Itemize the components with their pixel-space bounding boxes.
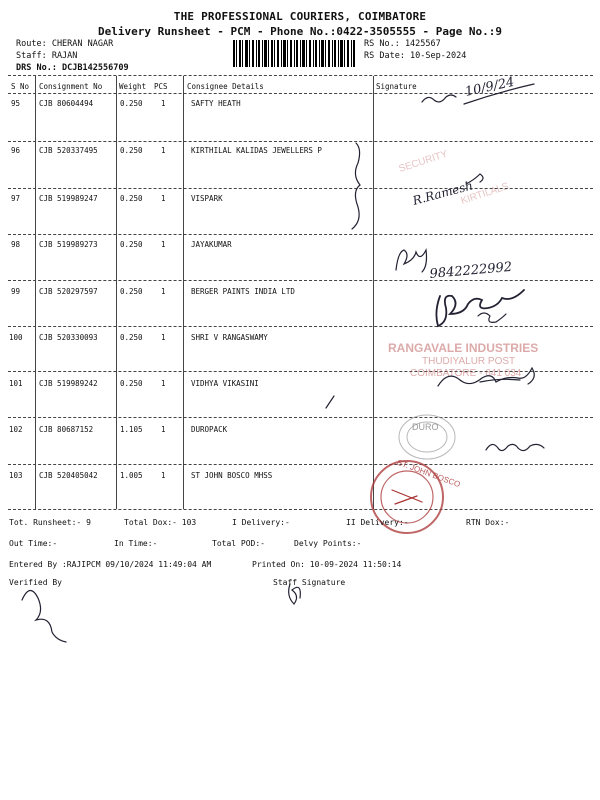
row-consignment-no: CJB 519989242 [39, 379, 98, 388]
signature-scribble [436, 290, 524, 326]
signature-scribble [478, 313, 506, 322]
in-time: In Time:- [114, 539, 158, 548]
row-consignee: KIRTHILAL KALIDAS JEWELLERS P [191, 146, 322, 155]
staff-signature-scribble [289, 584, 301, 604]
seal-scribble [392, 490, 422, 504]
out-time: Out Time:- [9, 539, 58, 548]
row-sno: 100 [9, 333, 23, 342]
row-consignment-no: CJB 520330093 [39, 333, 98, 342]
printed-on: Printed On: 10-09-2024 11:50:14 [252, 560, 402, 569]
total-pod: Total POD:- [212, 539, 265, 548]
row-consignee: VIDHYA VIKASINI [191, 379, 259, 388]
col-consignment-header: Consignment No [39, 82, 103, 91]
row-consignee: DUROPACK [191, 425, 228, 434]
row-consignment-no: CJB 520337495 [39, 146, 98, 155]
entered-by: Entered By :RAJIPCM 09/10/2024 11:49:04 AM [9, 560, 212, 569]
row-consignee: BERGER PAINTS INDIA LTD [191, 287, 295, 296]
rangavale-stamp-name: RANGAVALE INDUSTRIES [388, 341, 539, 355]
row-consignee: VISPARK [191, 194, 223, 203]
rs-number: RS No.: 1425567 [364, 39, 441, 49]
row-sno: 97 [11, 194, 21, 203]
handwritten-phone: 9842222992 [429, 259, 513, 282]
staff-signature-label: Staff Signature [273, 578, 346, 587]
row-pcs: 1 [161, 146, 166, 155]
row-sno: 99 [11, 287, 21, 296]
row-pcs: 1 [161, 194, 166, 203]
rangavale-stamp-post: THUDIYALUR POST [422, 356, 516, 367]
row-weight: 0.250 [120, 379, 143, 388]
staff-label: Staff: RAJAN [16, 51, 78, 61]
row-sno: 95 [11, 99, 21, 108]
duro-stamp-text: DURO [412, 422, 439, 432]
row-sno: 103 [9, 471, 23, 480]
signature-scribble [422, 95, 456, 102]
row-consignee: JAYAKUMAR [191, 240, 232, 249]
delvy-points: Delvy Points:- [294, 539, 362, 548]
row-weight: 1.005 [120, 471, 143, 480]
jewellers-stamp-text: KIRTILALS [459, 180, 511, 207]
row-pcs: 1 [161, 333, 166, 342]
security-stamp-text: SECURITY [397, 148, 450, 175]
handwritten-date: 10/9/24 [463, 74, 516, 100]
row-sno: 98 [11, 240, 21, 249]
rangavale-stamp-city: COIMBATORE - 641 034 [410, 368, 522, 379]
row-consignment-no: CJB 519989247 [39, 194, 98, 203]
row-pcs: 1 [161, 287, 166, 296]
verified-by-label: Verified By [9, 578, 62, 587]
row-sno: 102 [9, 425, 23, 434]
runsheet-subtitle: Delivery Runsheet - PCM - Phone No.:0422-3505555 - Page No.:9 [98, 25, 502, 38]
row-pcs: 1 [161, 471, 166, 480]
row-weight: 0.250 [120, 240, 143, 249]
col-sno-header: S No [11, 82, 30, 91]
row-weight: 0.250 [120, 333, 143, 342]
company-title: THE PROFESSIONAL COURIERS, COIMBATORE [173, 10, 427, 23]
row-consignee: SAFTY HEATH [191, 99, 241, 108]
row-pcs: 1 [161, 379, 166, 388]
route-label: Route: CHERAN NAGAR [16, 39, 114, 49]
row-consignment-no: CJB 80687152 [39, 425, 94, 434]
verified-signature-scribble [22, 590, 66, 642]
school-seal-inner [381, 471, 433, 523]
row-pcs: 1 [161, 99, 166, 108]
row-consignment-no: CJB 520405042 [39, 471, 98, 480]
i-delivery: I Delivery:- [232, 518, 290, 527]
row-consignee: SHRI V RANGASWAMY [191, 333, 268, 342]
row-consignee: ST JOHN BOSCO MHSS [191, 471, 273, 480]
pen-stroke [326, 396, 334, 408]
col-weight-header: Weight [119, 82, 147, 91]
row-consignment-no: CJB 80604494 [39, 99, 94, 108]
row-weight: 1.105 [120, 425, 143, 434]
signature-scribble [480, 379, 520, 382]
rs-date: RS Date: 10-Sep-2024 [364, 51, 467, 61]
signature-scribble [396, 250, 427, 272]
row-sno: 101 [9, 379, 23, 388]
drs-number: DRS No.: DCJB142556709 [16, 63, 129, 73]
signature-scribble [486, 444, 544, 450]
col-signature-header: Signature [376, 82, 417, 91]
ii-delivery: II Delivery:- [346, 518, 409, 527]
row-pcs: 1 [161, 240, 166, 249]
row-consignment-no: CJB 519989273 [39, 240, 98, 249]
col-pcs-header: PCS [154, 82, 168, 91]
school-seal-text: ST. JOHN BOSCO [395, 457, 462, 490]
total-runsheet: Tot. Runsheet:- 9 [9, 518, 91, 527]
rtn-dox: RTN Dox:- [466, 518, 510, 527]
row-weight: 0.250 [120, 99, 143, 108]
row-consignment-no: CJB 520297597 [39, 287, 98, 296]
handwritten-name: R.Ramesh [411, 178, 475, 208]
total-dox: Total Dox:- 103 [124, 518, 197, 527]
row-pcs: 1 [161, 425, 166, 434]
row-sno: 96 [11, 146, 21, 155]
row-weight: 0.250 [120, 194, 143, 203]
brace-mark [352, 143, 360, 229]
row-weight: 0.250 [120, 287, 143, 296]
row-weight: 0.250 [120, 146, 143, 155]
col-consignee-header: Consignee Details [187, 82, 264, 91]
